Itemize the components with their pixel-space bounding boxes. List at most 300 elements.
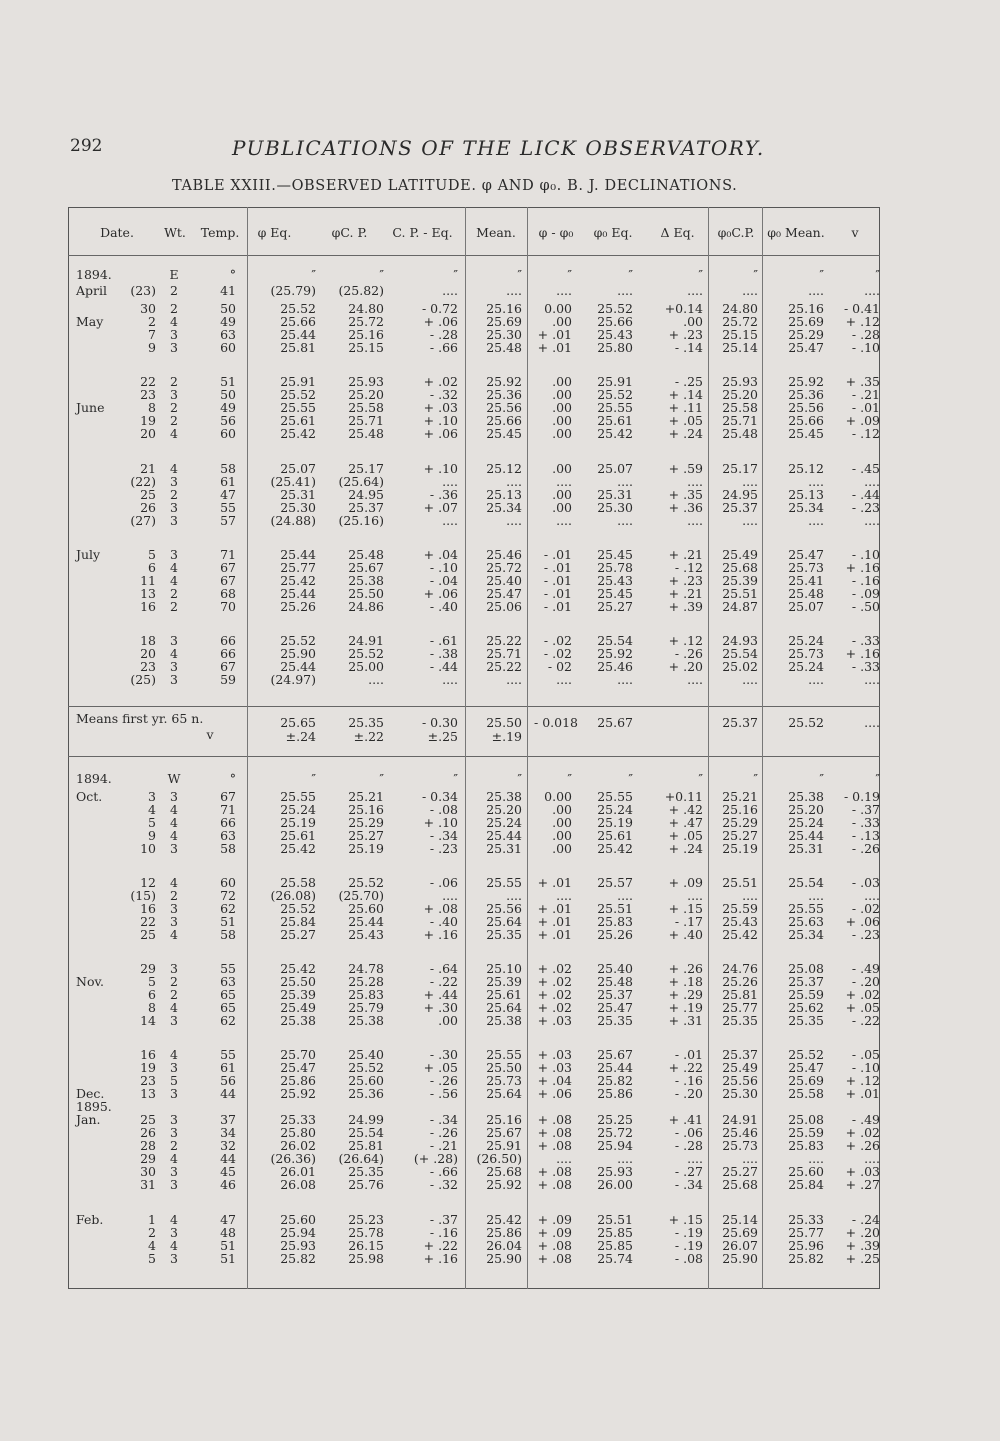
table-cell: 8 bbox=[148, 1000, 156, 1015]
table-cell: + .14 bbox=[668, 387, 703, 402]
means-value: 25.52 bbox=[788, 715, 824, 730]
table-cell: + .16 bbox=[423, 927, 458, 942]
table-cell: 24.87 bbox=[722, 599, 758, 614]
table-cell: 24.80 bbox=[348, 301, 384, 316]
table-cell: - .36 bbox=[429, 487, 458, 502]
table-cell: 67 bbox=[220, 560, 236, 575]
table-cell: 25.38 bbox=[280, 1013, 316, 1028]
table-cell: - .02 bbox=[543, 633, 572, 648]
table-cell: 25.36 bbox=[788, 387, 824, 402]
table-cell: 25.16 bbox=[486, 301, 522, 316]
table-cell: 25.72 bbox=[722, 314, 758, 329]
table-cell: 25.42 bbox=[722, 927, 758, 942]
table-cell: - .40 bbox=[429, 599, 458, 614]
column-rule bbox=[708, 207, 709, 1289]
table-cell: 3 bbox=[170, 1060, 178, 1075]
table-cell: - .28 bbox=[851, 327, 880, 342]
table-cell: + .36 bbox=[668, 500, 703, 515]
table-cell: 25.42 bbox=[280, 841, 316, 856]
table-cell: 63 bbox=[220, 828, 236, 843]
table-cell: - .26 bbox=[429, 1125, 458, 1140]
column-header: v bbox=[851, 225, 859, 240]
table-cell: 61 bbox=[220, 474, 236, 489]
table-cell: 25.02 bbox=[722, 659, 758, 674]
table-cell: .... bbox=[617, 672, 633, 687]
table-cell: 25.56 bbox=[722, 1073, 758, 1088]
table-cell: - .14 bbox=[674, 340, 703, 355]
table-cell: 3 bbox=[170, 789, 178, 804]
table-cell: 25.54 bbox=[597, 633, 633, 648]
table-cell: 2 bbox=[170, 974, 178, 989]
table-cell: 25.20 bbox=[348, 387, 384, 402]
table-cell: 30 bbox=[140, 301, 156, 316]
table-cell: 37 bbox=[220, 1112, 236, 1127]
table-cell: 2 bbox=[170, 487, 178, 502]
table-cell: Nov. bbox=[76, 974, 105, 989]
table-cell: 25.86 bbox=[597, 1086, 633, 1101]
table-cell: .... bbox=[617, 474, 633, 489]
column-header: Δ Eq. bbox=[660, 225, 695, 240]
table-cell: 25.80 bbox=[280, 1125, 316, 1140]
table-cell: 25.06 bbox=[486, 599, 522, 614]
table-cell: + .23 bbox=[668, 327, 703, 342]
table-cell: 30 bbox=[140, 1164, 156, 1179]
table-cell: + .09 bbox=[845, 413, 880, 428]
table-cell: 25.14 bbox=[722, 1212, 758, 1227]
table-cell: .... bbox=[864, 474, 880, 489]
table-cell: - 0.19 bbox=[843, 789, 880, 804]
table-cell: 25.34 bbox=[788, 500, 824, 515]
table-cell: ″ bbox=[875, 771, 880, 786]
table-cell: 4 bbox=[170, 1151, 178, 1166]
table-cell: .... bbox=[808, 283, 824, 298]
table-cell: .... bbox=[864, 513, 880, 528]
table-cell: 31 bbox=[140, 1177, 156, 1192]
table-cell: (24.97) bbox=[270, 672, 316, 687]
table-cell: 25.54 bbox=[722, 646, 758, 661]
table-cell: 13 bbox=[140, 1086, 156, 1101]
table-cell: 25.42 bbox=[597, 841, 633, 856]
table-cell: + .35 bbox=[845, 374, 880, 389]
table-cell: 62 bbox=[220, 1013, 236, 1028]
table-cell: 25.27 bbox=[280, 927, 316, 942]
table-cell: 25.63 bbox=[788, 914, 824, 929]
table-cell: 25.51 bbox=[722, 586, 758, 601]
table-cell: 25.43 bbox=[722, 914, 758, 929]
table-cell: .... bbox=[808, 513, 824, 528]
table-cell: 1 bbox=[148, 1212, 156, 1227]
table-cell: .... bbox=[742, 1151, 758, 1166]
table-cell: 25.91 bbox=[486, 1138, 522, 1153]
table-cell: + .02 bbox=[845, 987, 880, 1002]
table-cell: 25.47 bbox=[788, 547, 824, 562]
table-cell: - .27 bbox=[674, 1164, 703, 1179]
table-cell: 25.56 bbox=[486, 400, 522, 415]
table-cell: + .02 bbox=[845, 1125, 880, 1140]
table-cell: (25.41) bbox=[270, 474, 316, 489]
table-cell: 3 bbox=[170, 513, 178, 528]
table-cell: 25.22 bbox=[486, 633, 522, 648]
means-v-label: v bbox=[206, 727, 214, 742]
table-cell: 3 bbox=[170, 547, 178, 562]
means-rule-top bbox=[68, 706, 880, 707]
table-cell: 41 bbox=[220, 283, 236, 298]
table-cell: 25.29 bbox=[722, 815, 758, 830]
table-cell: 2 bbox=[170, 374, 178, 389]
table-cell: - .28 bbox=[674, 1138, 703, 1153]
table-cell: (26.08) bbox=[270, 888, 316, 903]
table-cell: ° bbox=[229, 267, 236, 282]
table-cell: 25.44 bbox=[280, 659, 316, 674]
means-error: ±.25 bbox=[427, 729, 458, 744]
table-cell: 25.79 bbox=[348, 1000, 384, 1015]
table-cell: 26.07 bbox=[722, 1238, 758, 1253]
table-cell: .... bbox=[506, 283, 522, 298]
table-cell: 25.52 bbox=[348, 1060, 384, 1075]
table-cell: 25.73 bbox=[722, 1138, 758, 1153]
table-cell: 25.41 bbox=[788, 573, 824, 588]
table-cell: 25.46 bbox=[722, 1125, 758, 1140]
table-cell: 26.08 bbox=[280, 1177, 316, 1192]
table-cell: 25.83 bbox=[597, 914, 633, 929]
table-cell: + .06 bbox=[845, 914, 880, 929]
table-cell: 25.60 bbox=[348, 1073, 384, 1088]
table-cell: 3 bbox=[170, 1112, 178, 1127]
table-cell: 48 bbox=[220, 1225, 236, 1240]
table-cell: 25.40 bbox=[486, 573, 522, 588]
table-cell: 9 bbox=[148, 340, 156, 355]
table-cell: - .13 bbox=[851, 828, 880, 843]
table-cell: + .09 bbox=[668, 875, 703, 890]
table-cell: 4 bbox=[170, 1212, 178, 1227]
table-cell: - .26 bbox=[851, 841, 880, 856]
table-cell: 26.15 bbox=[348, 1238, 384, 1253]
table-cell: - .20 bbox=[851, 974, 880, 989]
table-cell: 2 bbox=[148, 1225, 156, 1240]
table-cell: - .16 bbox=[429, 1225, 458, 1240]
table-cell: Dec. bbox=[76, 1086, 105, 1101]
table-cell: 11 bbox=[140, 573, 156, 588]
running-title: PUBLICATIONS OF THE LICK OBSERVATORY. bbox=[232, 136, 765, 160]
table-cell: 25.54 bbox=[348, 1125, 384, 1140]
table-cell: 25.52 bbox=[280, 633, 316, 648]
table-cell: + .22 bbox=[668, 1060, 703, 1075]
table-cell: 25.35 bbox=[788, 1013, 824, 1028]
table-cell: 59 bbox=[220, 672, 236, 687]
table-cell: 25.50 bbox=[348, 586, 384, 601]
table-cell: 25.68 bbox=[722, 560, 758, 575]
table-cell: - .61 bbox=[429, 633, 458, 648]
table-cell: 4 bbox=[170, 875, 178, 890]
table-cell: 3 bbox=[170, 1086, 178, 1101]
table-cell: 16 bbox=[140, 901, 156, 916]
table-cell: 23 bbox=[140, 387, 156, 402]
table-cell: 4 bbox=[170, 802, 178, 817]
table-cell: 25.61 bbox=[486, 987, 522, 1002]
table-cell: 25.12 bbox=[486, 461, 522, 476]
table-cell: 25.24 bbox=[486, 815, 522, 830]
table-cell: .... bbox=[808, 1151, 824, 1166]
table-cell: 25.40 bbox=[597, 961, 633, 976]
table-cell: 22 bbox=[140, 914, 156, 929]
table-cell: 47 bbox=[220, 487, 236, 502]
table-cell: + .35 bbox=[668, 487, 703, 502]
table-cell: 25.07 bbox=[788, 599, 824, 614]
table-cell: 25.69 bbox=[486, 314, 522, 329]
table-cell: 25.80 bbox=[597, 340, 633, 355]
table-cell: 25.26 bbox=[280, 599, 316, 614]
table-cell: 25.27 bbox=[722, 828, 758, 843]
table-cell: .00 bbox=[552, 828, 572, 843]
table-cell: .... bbox=[687, 1151, 703, 1166]
table-cell: 5 bbox=[148, 1251, 156, 1266]
table-cell: (27) bbox=[130, 513, 156, 528]
table-cell: +0.11 bbox=[664, 789, 703, 804]
table-cell: 25.37 bbox=[722, 1047, 758, 1062]
table-cell: 0.00 bbox=[544, 301, 572, 316]
table-cell: - .50 bbox=[851, 599, 880, 614]
table-cell: ″ bbox=[311, 771, 316, 786]
table-cell: 25.93 bbox=[348, 374, 384, 389]
table-cell: 25.84 bbox=[788, 1177, 824, 1192]
table-cell: 3 bbox=[170, 327, 178, 342]
table-cell: (+ .28) bbox=[413, 1151, 458, 1166]
table-cell: 25.44 bbox=[788, 828, 824, 843]
table-cell: .... bbox=[556, 283, 572, 298]
table-cell: + .01 bbox=[537, 914, 572, 929]
table-cell: - .24 bbox=[851, 1212, 880, 1227]
table-cell: 25.57 bbox=[597, 875, 633, 890]
table-cell: - .01 bbox=[543, 599, 572, 614]
table-cell: 25.77 bbox=[788, 1225, 824, 1240]
table-cell: 2 bbox=[170, 301, 178, 316]
table-cell: 25.61 bbox=[280, 413, 316, 428]
table-cell: - .21 bbox=[429, 1138, 458, 1153]
table-cell: 25.92 bbox=[788, 374, 824, 389]
table-cell: 25.55 bbox=[486, 1047, 522, 1062]
table-cell: + .02 bbox=[537, 987, 572, 1002]
means-error: ±.22 bbox=[353, 729, 384, 744]
table-cell: 4 bbox=[170, 815, 178, 830]
table-cell: 26.00 bbox=[597, 1177, 633, 1192]
table-cell: + .25 bbox=[845, 1251, 880, 1266]
table-cell: - .01 bbox=[543, 573, 572, 588]
table-cell: 25.52 bbox=[597, 387, 633, 402]
table-cell: 70 bbox=[220, 599, 236, 614]
table-cell: + .39 bbox=[845, 1238, 880, 1253]
table-cell: 25.61 bbox=[597, 413, 633, 428]
table-cell: 25.64 bbox=[486, 1086, 522, 1101]
table-cell: ″ bbox=[875, 267, 880, 282]
table-cell: 25.92 bbox=[486, 374, 522, 389]
table-cell: 25.84 bbox=[280, 914, 316, 929]
table-cell: 25.83 bbox=[788, 1138, 824, 1153]
table-cell: 25.46 bbox=[597, 659, 633, 674]
table-cell: .00 bbox=[552, 815, 572, 830]
table-cell: 25.19 bbox=[597, 815, 633, 830]
table-cell: 25.30 bbox=[597, 500, 633, 515]
table-cell: 50 bbox=[220, 387, 236, 402]
table-cell: + .11 bbox=[668, 400, 703, 415]
table-cell: 25.85 bbox=[597, 1225, 633, 1240]
table-cell: 25.50 bbox=[486, 1060, 522, 1075]
table-cell: + .01 bbox=[537, 927, 572, 942]
table-cell: 25.78 bbox=[348, 1225, 384, 1240]
table-cell: 25.58 bbox=[788, 1086, 824, 1101]
table-cell: 25.22 bbox=[486, 659, 522, 674]
table-cell: .... bbox=[617, 888, 633, 903]
table-cell: 25.21 bbox=[722, 789, 758, 804]
table-cell: + .18 bbox=[668, 974, 703, 989]
table-cell: 25.43 bbox=[348, 927, 384, 942]
table-cell: - .10 bbox=[851, 340, 880, 355]
table-cell: + .44 bbox=[423, 987, 458, 1002]
table-cell: 25.49 bbox=[722, 547, 758, 562]
means-error: ±.19 bbox=[491, 729, 522, 744]
table-cell: + .26 bbox=[845, 1138, 880, 1153]
table-cell: 25.44 bbox=[280, 586, 316, 601]
means-value: - 0.30 bbox=[421, 715, 458, 730]
table-cell: - .56 bbox=[429, 1086, 458, 1101]
means-label: Means first yr. 65 n. bbox=[76, 711, 204, 726]
table-cell: - .06 bbox=[429, 875, 458, 890]
table-cell: .00 bbox=[552, 487, 572, 502]
table-cell: 25.49 bbox=[280, 1000, 316, 1015]
table-cell: 67 bbox=[220, 789, 236, 804]
table-cell: - .38 bbox=[429, 646, 458, 661]
table-cell: 25.43 bbox=[597, 573, 633, 588]
table-cell: 25.44 bbox=[597, 1060, 633, 1075]
table-cell: 25.19 bbox=[722, 841, 758, 856]
table-cell: June bbox=[76, 400, 105, 415]
table-cell: 4 bbox=[170, 573, 178, 588]
table-cell: 71 bbox=[220, 802, 236, 817]
table-cell: - .49 bbox=[851, 1112, 880, 1127]
table-cell: .... bbox=[556, 888, 572, 903]
table-cell: (24.88) bbox=[270, 513, 316, 528]
table-cell: ″ bbox=[698, 267, 703, 282]
table-cell: - .16 bbox=[674, 1073, 703, 1088]
table-cell: 25.28 bbox=[348, 974, 384, 989]
table-cell: .00 bbox=[552, 500, 572, 515]
table-cell: 14 bbox=[140, 1013, 156, 1028]
table-cell: ″ bbox=[819, 771, 824, 786]
table-cell: - .08 bbox=[674, 1251, 703, 1266]
table-cell: 25.52 bbox=[280, 901, 316, 916]
table-cell: 25.67 bbox=[486, 1125, 522, 1140]
table-cell: 25.48 bbox=[348, 547, 384, 562]
table-cell: 3 bbox=[170, 387, 178, 402]
table-cell: 25.55 bbox=[597, 789, 633, 804]
table-cell: + .22 bbox=[423, 1238, 458, 1253]
table-cell: 25.69 bbox=[788, 314, 824, 329]
table-cell: - .40 bbox=[429, 914, 458, 929]
table-cell: .... bbox=[864, 1151, 880, 1166]
table-cell: 3 bbox=[170, 961, 178, 976]
means-rule-bottom bbox=[68, 756, 880, 757]
table-cell: 25.08 bbox=[788, 1112, 824, 1127]
table-cell: 25.35 bbox=[722, 1013, 758, 1028]
table-cell: 25.67 bbox=[348, 560, 384, 575]
table-cell: July bbox=[76, 547, 101, 562]
table-cell: 25.38 bbox=[348, 1013, 384, 1028]
table-cell: - .49 bbox=[851, 961, 880, 976]
table-cell: 25.20 bbox=[788, 802, 824, 817]
table-cell: 51 bbox=[220, 374, 236, 389]
table-cell: .00 bbox=[438, 1013, 458, 1028]
table-cell: - 02 bbox=[547, 659, 572, 674]
table-cell: 19 bbox=[140, 413, 156, 428]
table-cell: 25.42 bbox=[486, 1212, 522, 1227]
table-cell: 5 bbox=[148, 815, 156, 830]
table-cell: + .08 bbox=[537, 1251, 572, 1266]
table-cell: - .21 bbox=[851, 387, 880, 402]
table-cell: + .08 bbox=[537, 1125, 572, 1140]
table-cell: 4 bbox=[170, 1047, 178, 1062]
table-cell: + .05 bbox=[668, 828, 703, 843]
table-cell: + .03 bbox=[537, 1013, 572, 1028]
means-value: 25.35 bbox=[348, 715, 384, 730]
table-cell: + .15 bbox=[668, 901, 703, 916]
table-cell: - .33 bbox=[851, 633, 880, 648]
table-cell: 25.71 bbox=[722, 413, 758, 428]
table-cell: 24.91 bbox=[722, 1112, 758, 1127]
table-cell: 25.68 bbox=[722, 1177, 758, 1192]
table-cell: - .25 bbox=[674, 374, 703, 389]
table-cell: 68 bbox=[220, 586, 236, 601]
table-cell: - .12 bbox=[674, 560, 703, 575]
table-cell: + .24 bbox=[668, 841, 703, 856]
table-cell: .... bbox=[442, 474, 458, 489]
table-cell: .... bbox=[506, 474, 522, 489]
table-cell: 25.48 bbox=[597, 974, 633, 989]
table-cell: - .08 bbox=[429, 802, 458, 817]
table-cell: 25.44 bbox=[280, 547, 316, 562]
table-cell: 25.51 bbox=[722, 875, 758, 890]
table-cell: - .66 bbox=[429, 1164, 458, 1179]
table-cell: - .45 bbox=[851, 461, 880, 476]
header-rule bbox=[68, 255, 880, 256]
table-cell: (25.64) bbox=[338, 474, 384, 489]
table-cell: 25.24 bbox=[280, 802, 316, 817]
table-cell: - .34 bbox=[429, 828, 458, 843]
table-cell: 60 bbox=[220, 340, 236, 355]
table-cell: 25.55 bbox=[597, 400, 633, 415]
table-cell: 25.42 bbox=[280, 426, 316, 441]
table-cell: - .44 bbox=[429, 659, 458, 674]
table-cell: - 0.34 bbox=[421, 789, 458, 804]
table-cell: 51 bbox=[220, 914, 236, 929]
table-cell: 25.69 bbox=[722, 1225, 758, 1240]
table-cell: 25.29 bbox=[788, 327, 824, 342]
table-cell: 25.46 bbox=[486, 547, 522, 562]
table-cell: 25.35 bbox=[486, 927, 522, 942]
table-cell: 25.70 bbox=[280, 1047, 316, 1062]
table-cell: 25.20 bbox=[722, 387, 758, 402]
table-cell: - .37 bbox=[851, 802, 880, 817]
table-cell: 6 bbox=[148, 987, 156, 1002]
table-cell: 25.35 bbox=[348, 1164, 384, 1179]
table-cell: 25.30 bbox=[280, 500, 316, 515]
table-cell: 2 bbox=[170, 586, 178, 601]
table-cell: 25.34 bbox=[788, 927, 824, 942]
table-cell: 4 bbox=[170, 1000, 178, 1015]
table-cell: 25.14 bbox=[722, 340, 758, 355]
table-cell: 58 bbox=[220, 841, 236, 856]
table-cell: 24.95 bbox=[722, 487, 758, 502]
table-cell: ″ bbox=[819, 267, 824, 282]
table-cell: 4 bbox=[170, 828, 178, 843]
